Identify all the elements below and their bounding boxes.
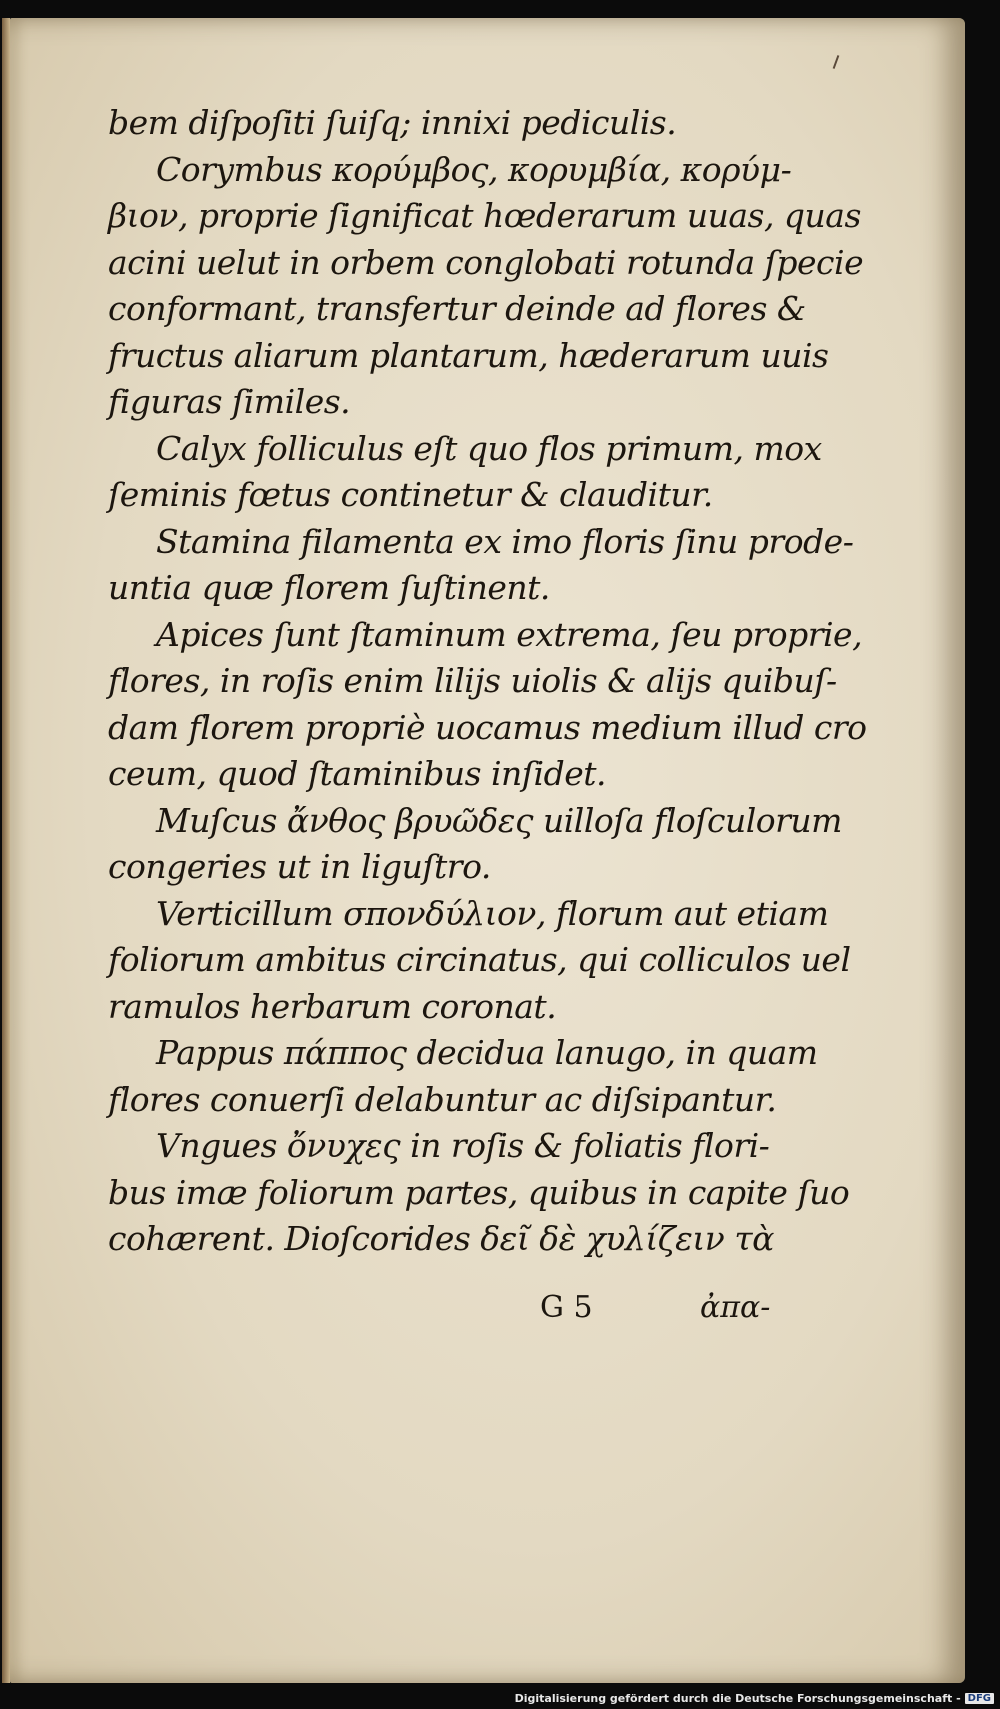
text-line: Calyx folliculus eſt quo flos primum, mox	[156, 428, 822, 468]
text-line: Verticillum σπονδύλιον, florum aut etiam	[156, 893, 829, 933]
text-line: Pappus πάππος decidua lanugo, in quam	[156, 1033, 818, 1072]
text-line: flores conuerſi delabuntur ac diſsipantur.	[108, 1079, 777, 1119]
text-line: flores, in roſis enim lilijs uiolis & alijs quibuſ-	[108, 661, 837, 700]
text-line: cohærent. Dioſcorides δεῖ δὲ χυλίζειν τὰ	[108, 1219, 774, 1258]
text-line: Stamina filamenta ex imo floris ſinu prode-	[156, 521, 854, 561]
signature-mark: G 5	[540, 1290, 593, 1325]
digitization-footer	[515, 1692, 994, 1705]
text-line: foliorum ambitus circinatus, qui colliculos uel	[108, 940, 851, 979]
footer-credit: Digitalisierung gefördert durch die Deutsche Forschungsgemeinschaft -	[514, 1692, 961, 1705]
text-line: congeries ut in liguſtro.	[108, 847, 491, 886]
dfg-logo: DFG	[965, 1693, 994, 1704]
text-line: Vngues ὄνυχες in roſis & foliatis flori-	[156, 1126, 770, 1165]
text-line: Muſcus ἄνθος βρυῶδες uilloſa floſculorum	[156, 800, 842, 840]
page-edge-left	[2, 18, 10, 1683]
text-line: figuras ſimiles.	[108, 382, 351, 421]
text-line: Apices ſunt ſtaminum extrema, ſeu proprie,	[156, 614, 863, 654]
page-text	[108, 100, 867, 1263]
catchword: ἀπα-	[700, 1290, 771, 1325]
text-line: ſeminis fœtus continetur & clauditur.	[108, 475, 713, 514]
text-line: bem diſpoſiti ſuiſq; innixi pediculis.	[108, 103, 677, 142]
text-line: βιον, proprie ſignificat hœderarum uuas, quas	[108, 196, 861, 235]
text-line: bus imæ foliorum partes, quibus in capite ſuo	[108, 1172, 850, 1212]
text-line: fructus aliarum plantarum, hæderarum uuis	[108, 335, 829, 375]
text-line: ramulos herbarum coronat.	[108, 986, 557, 1026]
text-line: conformant, transfertur deinde ad flores &	[108, 289, 806, 328]
text-line: untia quæ florem ſuſtinent.	[108, 568, 550, 607]
text-line: ceum, quod ſtaminibus inſidet.	[108, 754, 606, 793]
text-line: Corymbus κορύμβος, κορυμβία, κορύμ-	[156, 149, 792, 189]
text-line: dam florem propriè uocamus medium illud cro	[108, 707, 867, 747]
text-line: acini uelut in orbem conglobati rotunda ſpecie	[108, 242, 864, 282]
